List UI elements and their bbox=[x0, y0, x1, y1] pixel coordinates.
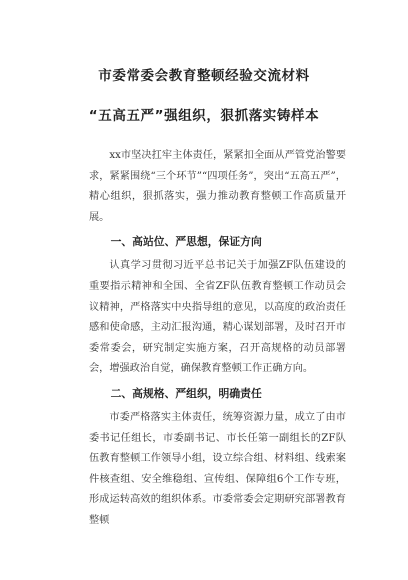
section-1-paragraph: 认真学习贯彻习近平总书记关于加强ZF队伍建设的重要指示精神和全国、全省ZF队伍教育整顿工作动员会议精神，严格落实中央指导组的意见，以高度的政治责任感和使命感，主动汇报沟通，精心谋划部署，及时召开市委常委会，研究制定实施方案，召开高规格的动员部署会，增强政治自觉，确保教育整顿工作正确方向。 bbox=[89, 260, 346, 375]
document-body bbox=[89, 146, 346, 532]
intro-paragraph: xx市坚决扛牢主体责任，紧紧扣全面从严管党治警要求，紧紧围绕“三个环节”“四项任务”，突出“五高五严”，精心组织，狠抓落实，强力推动教育整顿工作高质量开展。 bbox=[89, 150, 346, 223]
document-subtitle: “五高五严”强组织，狠抓落实铸样本 bbox=[88, 108, 320, 124]
section-heading-2: 二、高规格、严组织，明确责任 bbox=[110, 386, 262, 400]
section-2-paragraph: 市委严格落实主体责任，统筹资源力量，成立了由市委书记任组长，市委副书记、市长任第一副组长的ZF队伍教育整顿工作领导小组，设立综合组、材料组、线索案件核查组、安全维稳组、宣传组、保障组6个工作专班，形成运转高效的组织体系。市委常委会定期研究部署教育整顿 bbox=[89, 411, 346, 526]
document-title: 市委常委会教育整顿经验交流材料 bbox=[98, 68, 310, 84]
section-heading-1: 一、高站位、严思想，保证方向 bbox=[110, 235, 262, 249]
